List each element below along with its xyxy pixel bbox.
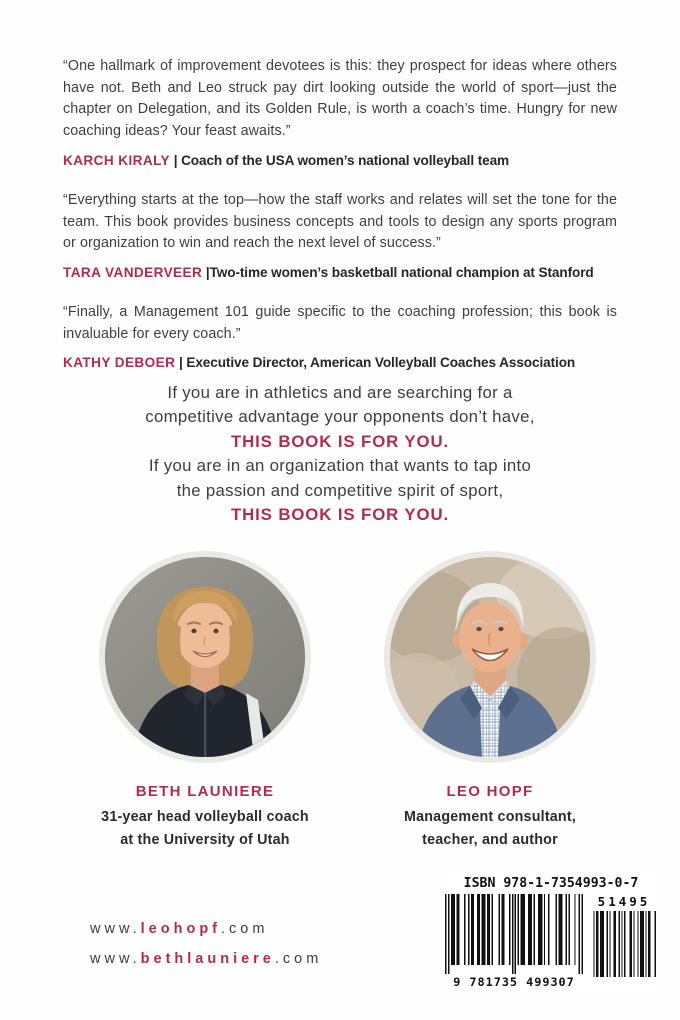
author-name: BETH LAUNIERE	[135, 783, 275, 800]
author-beth-section	[55, 551, 355, 852]
testimonial-author-title: | Executive Director, American Volleyball Coaches Association	[179, 355, 576, 371]
testimonial-quote: “One hallmark of improvement devotees is this: they prospect for ideas where others have not. Beth and Leo struck pay dirt looking outside the world of sport—just the chapter on Delegation, and its Golden Rule, is worth a coach’s time. Hungry for new coaching ideas? Your feast awaits.”	[63, 58, 617, 140]
website-url-bethlauniere	[90, 951, 322, 967]
leo-portrait-photo	[384, 551, 596, 763]
pitch-line: competitive advantage your opponents don’t have,	[145, 407, 535, 427]
testimonials-section	[63, 56, 617, 392]
testimonial-author-name: TARA VANDERVEER	[63, 264, 203, 280]
ean13-digits: 9 781735 499307	[453, 975, 575, 989]
testimonial-quote: “Everything starts at the top—how the staff works and relates will set the tone for the team. This book provides business concepts and tools to design any sports program or organization to win and reach the next level of success.”	[63, 191, 617, 252]
author-bio-line: Management consultant,	[403, 809, 576, 825]
url-prefix: www.	[90, 951, 141, 967]
author-name: LEO HOPF	[446, 783, 534, 800]
ean13-bars	[445, 894, 583, 974]
testimonial-author-name: KATHY DEBOER	[63, 355, 176, 371]
url-domain: bethlauniere	[140, 951, 275, 967]
testimonial-attribution	[63, 153, 617, 168]
testimonial-attribution	[63, 355, 617, 370]
pitch-section	[0, 381, 680, 527]
pitch-line: If you are in athletics and are searching for a	[167, 383, 513, 402]
author-bio	[340, 806, 640, 852]
author-bio-line: at the University of Utah	[120, 832, 290, 848]
url-suffix: .com	[221, 921, 269, 937]
url-suffix: .com	[274, 951, 323, 967]
author-leo-section	[340, 551, 640, 852]
website-url-leohopf	[90, 921, 322, 937]
url-prefix: www.	[90, 921, 141, 937]
leo-portrait-illustration	[390, 557, 590, 757]
testimonial-author-title: | Coach of the USA women’s national volleyball team	[173, 152, 510, 168]
ean5-digits: 51495	[597, 894, 651, 909]
author-bio	[55, 806, 355, 852]
ean5-addon-barcode	[592, 894, 656, 977]
isbn-barcode-block	[445, 876, 657, 989]
pitch-line: the passion and competitive spirit of sport,	[176, 480, 504, 500]
testimonial-author-name: KARCH KIRALY	[63, 152, 171, 168]
testimonial-author-title: |Two-time women’s basketball national champion at Stanford	[205, 264, 594, 280]
ean13-barcode	[445, 894, 583, 989]
pitch-line: If you are in an organization that wants to tap into	[148, 456, 532, 476]
pitch-tagline: THIS BOOK IS FOR YOU.	[230, 431, 450, 451]
websites-section	[90, 921, 322, 981]
pitch-tagline: THIS BOOK IS FOR YOU.	[230, 505, 450, 525]
author-bio-line: teacher, and author	[422, 832, 558, 848]
ean5-bars	[592, 911, 656, 977]
barcode-row	[445, 894, 657, 989]
author-bio-line: 31-year head volleyball coach	[101, 809, 309, 825]
isbn-number-label: ISBN 978-1-7354993-0-7	[463, 876, 639, 891]
testimonial-quote: “Finally, a Management 101 guide specific to the coaching profession; this book is invaluable for every coach.”	[63, 303, 617, 342]
beth-portrait-illustration	[105, 557, 305, 757]
url-domain: leohopf	[140, 921, 222, 937]
beth-portrait-photo	[99, 551, 311, 763]
testimonial-attribution	[63, 265, 617, 280]
